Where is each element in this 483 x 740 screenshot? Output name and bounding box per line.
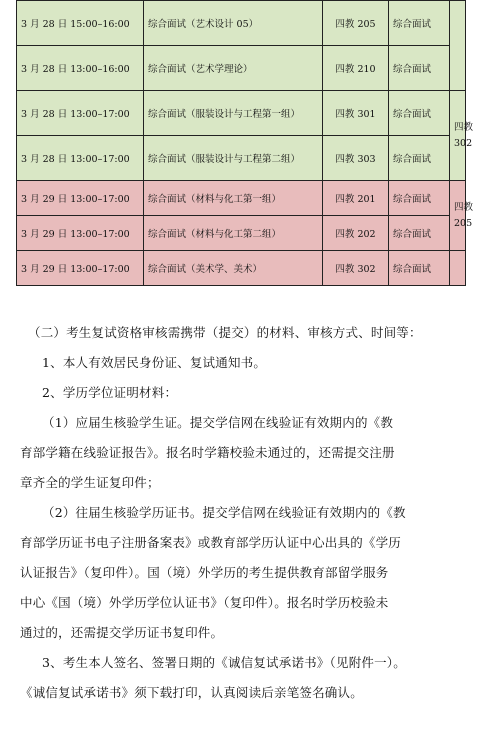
table-row [17, 181, 466, 216]
time-cell: 3 月 28 日 13:00–17:00 [17, 136, 144, 181]
time-cell: 3 月 29 日 13:00–17:00 [17, 251, 144, 286]
type-cell: 综合面试 [389, 46, 450, 91]
type-cell: 综合面试 [389, 1, 450, 46]
merged-room-line2: 302 [454, 137, 473, 149]
room-cell: 四教 302 [323, 251, 389, 286]
subject-cell: 综合面试（艺术设计 05） [144, 1, 323, 46]
time-cell: 3 月 28 日 13:00–17:00 [17, 91, 144, 136]
room-cell: 四教 201 [323, 181, 389, 216]
paragraph-line: 《诚信复试承诺书》须下载打印，认真阅读后亲笔签名确认。 [20, 685, 363, 700]
list-item: 1、本人有效居民身份证、复试通知书。 [42, 355, 267, 370]
list-item: 3、考生本人签名、签署日期的《诚信复试承诺书》（见附件一）。 [42, 655, 406, 670]
merged-room-cell [450, 181, 474, 251]
room-cell: 四教 303 [323, 136, 389, 181]
room-cell: 四教 210 [323, 46, 389, 91]
time-cell: 3 月 28 日 15:00–16:00 [17, 1, 144, 46]
table-row [17, 216, 466, 251]
schedule-table [16, 0, 474, 286]
merged-room-cell [450, 91, 474, 181]
merged-blank-cell [450, 1, 466, 91]
room-cell: 四教 301 [323, 91, 389, 136]
paragraph-line: （1）应届生核验学生证。提交学信网在线验证有效期内的《教 [42, 415, 394, 430]
merged-room-line2: 205 [454, 217, 473, 229]
paragraph-line: 中心《国（境）外学历学位认证书》（复印件）。报名时学历校验未 [20, 595, 389, 610]
type-cell: 综合面试 [389, 251, 450, 286]
table-row [17, 46, 466, 91]
paragraph-line: 育部学籍在线验证报告》。报名时学籍校验未通过的，还需提交注册 [20, 445, 395, 460]
type-cell: 综合面试 [389, 136, 450, 181]
subject-cell: 综合面试（材料与化工第二组） [144, 216, 323, 251]
blank-cell [450, 251, 466, 286]
list-item: 2、学历学位证明材料： [42, 385, 178, 400]
time-cell: 3 月 29 日 13:00–17:00 [17, 216, 144, 251]
table-row [17, 251, 466, 286]
subject-cell: 综合面试（美术学、美术） [144, 251, 323, 286]
paragraph-line: 认证报告》（复印件）。国（境）外学历的考生提供教育部留学服务 [20, 565, 389, 580]
paragraph-line: 通过的，还需提交学历证书复印件。 [20, 625, 224, 640]
type-cell: 综合面试 [389, 216, 450, 251]
merged-room-line1: 四教 [454, 201, 474, 213]
time-cell: 3 月 28 日 13:00–16:00 [17, 46, 144, 91]
table-row [17, 91, 466, 136]
requirements-section [20, 318, 465, 708]
subject-cell: 综合面试（服装设计与工程第一组） [144, 91, 323, 136]
subject-cell: 综合面试（艺术学理论） [144, 46, 323, 91]
room-cell: 四教 202 [323, 216, 389, 251]
section-heading: （二）考生复试资格审核需携带（提交）的材料、审核方式、时间等： [28, 325, 422, 340]
room-cell: 四教 205 [323, 1, 389, 46]
subject-cell: 综合面试（服装设计与工程第二组） [144, 136, 323, 181]
subject-cell: 综合面试（材料与化工第一组） [144, 181, 323, 216]
type-cell: 综合面试 [389, 91, 450, 136]
type-cell: 综合面试 [389, 181, 450, 216]
time-cell: 3 月 29 日 13:00–17:00 [17, 181, 144, 216]
table-row [17, 136, 466, 181]
merged-room-line1: 四教 [454, 121, 474, 133]
paragraph-line: 育部学历证书电子注册备案表》或教育部学历认证中心出具的《学历 [20, 535, 402, 550]
paragraph-line: （2）往届生核验学历证书。提交学信网在线验证有效期内的《教 [42, 505, 406, 520]
paragraph-line: 章齐全的学生证复印件； [20, 475, 160, 490]
table-row [17, 1, 466, 46]
